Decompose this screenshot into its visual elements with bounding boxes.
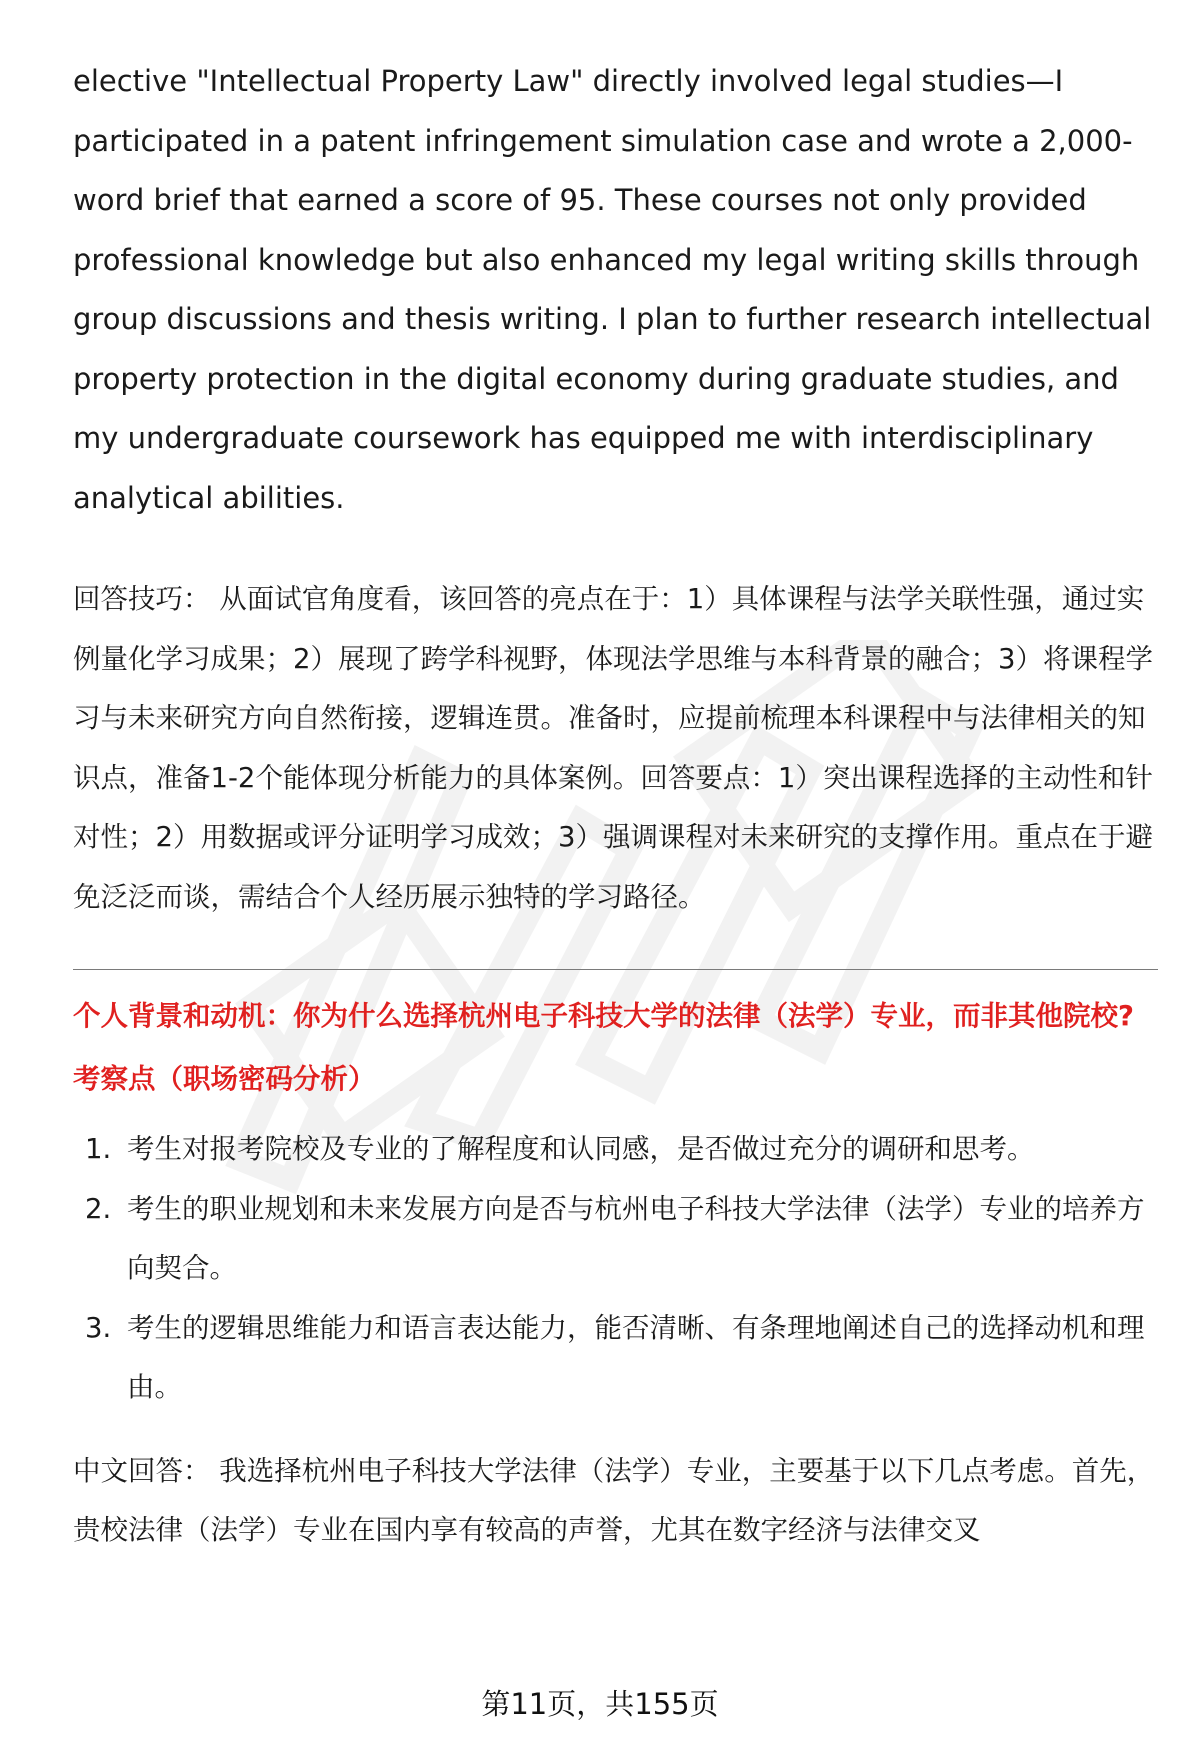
list-item-number: 2. (85, 1192, 112, 1225)
list-item (73, 1180, 1158, 1299)
assessment-list (73, 1120, 1158, 1418)
question-title: 个人背景和动机：你为什么选择杭州电子科技大学的法律（法学）专业，而非其他院校? (73, 1000, 1134, 1032)
tips-label: 回答技巧： (73, 583, 211, 615)
answer-text: 我选择杭州电子科技大学法律（法学）专业，主要基于以下几点考虑。首先，贵校法律（法学）专业在国内享有较高的声誉，尤其在数字经济与法律交叉 (73, 1454, 1155, 1546)
chinese-answer (73, 1442, 1158, 1561)
list-item-number: 1. (85, 1133, 112, 1165)
answer-label: 中文回答： (73, 1454, 211, 1487)
list-item-number: 3. (85, 1311, 112, 1344)
assessment-title: 考察点（职场密码分析） (73, 1063, 376, 1095)
list-item (73, 1120, 1158, 1180)
list-item (73, 1299, 1158, 1418)
list-item-text: 考生的职业规划和未来发展方向是否与杭州电子科技大学法律（法学）专业的培养方向契合。 (127, 1192, 1145, 1284)
page-indicator: 第11页，共155页 (481, 1687, 719, 1721)
document-page (73, 52, 1158, 1561)
tips-text: 从面试官角度看，该回答的亮点在于：1）具体课程与法学关联性强，通过实例量化学习成果；2）展现了跨学科视野，体现法学思维与本科背景的融合；3）将课程学习与未来研究方向自然衔接，逻辑连贯。准备时，应提前梳理本科课程中与法律相关的知识点，准备1-2个能体现分析能力的具体案例。回答要点：1）突出课程选择的主动性和针对性；2）用数据或评分证明学习成效；3）强调课程对未来研究的支撑作用。重点在于避免泛泛而谈，需结合个人经历展示独特的学习路径。 (73, 583, 1153, 913)
section-divider (73, 969, 1158, 970)
list-item-text: 考生的逻辑思维能力和语言表达能力，能否清晰、有条理地阐述自己的选择动机和理由。 (127, 1311, 1145, 1403)
intro-paragraph: elective "Intellectual Property Law" directly involved legal studies—I participated in a patent infringement simulation case and wrote a 2,000-word brief that earned a score of 95. These courses not only provided professional knowledge but also enhanced my legal writing skills through group discussions and thesis writing. I plan to further research intellectual property protection in the digital economy during graduate studies, and my undergraduate coursework has equipped me with interdisciplinary analytical abilities. (73, 64, 1152, 515)
list-item-text: 考生对报考院校及专业的了解程度和认同感，是否做过充分的调研和思考。 (127, 1133, 1035, 1165)
answer-tips (73, 570, 1158, 927)
